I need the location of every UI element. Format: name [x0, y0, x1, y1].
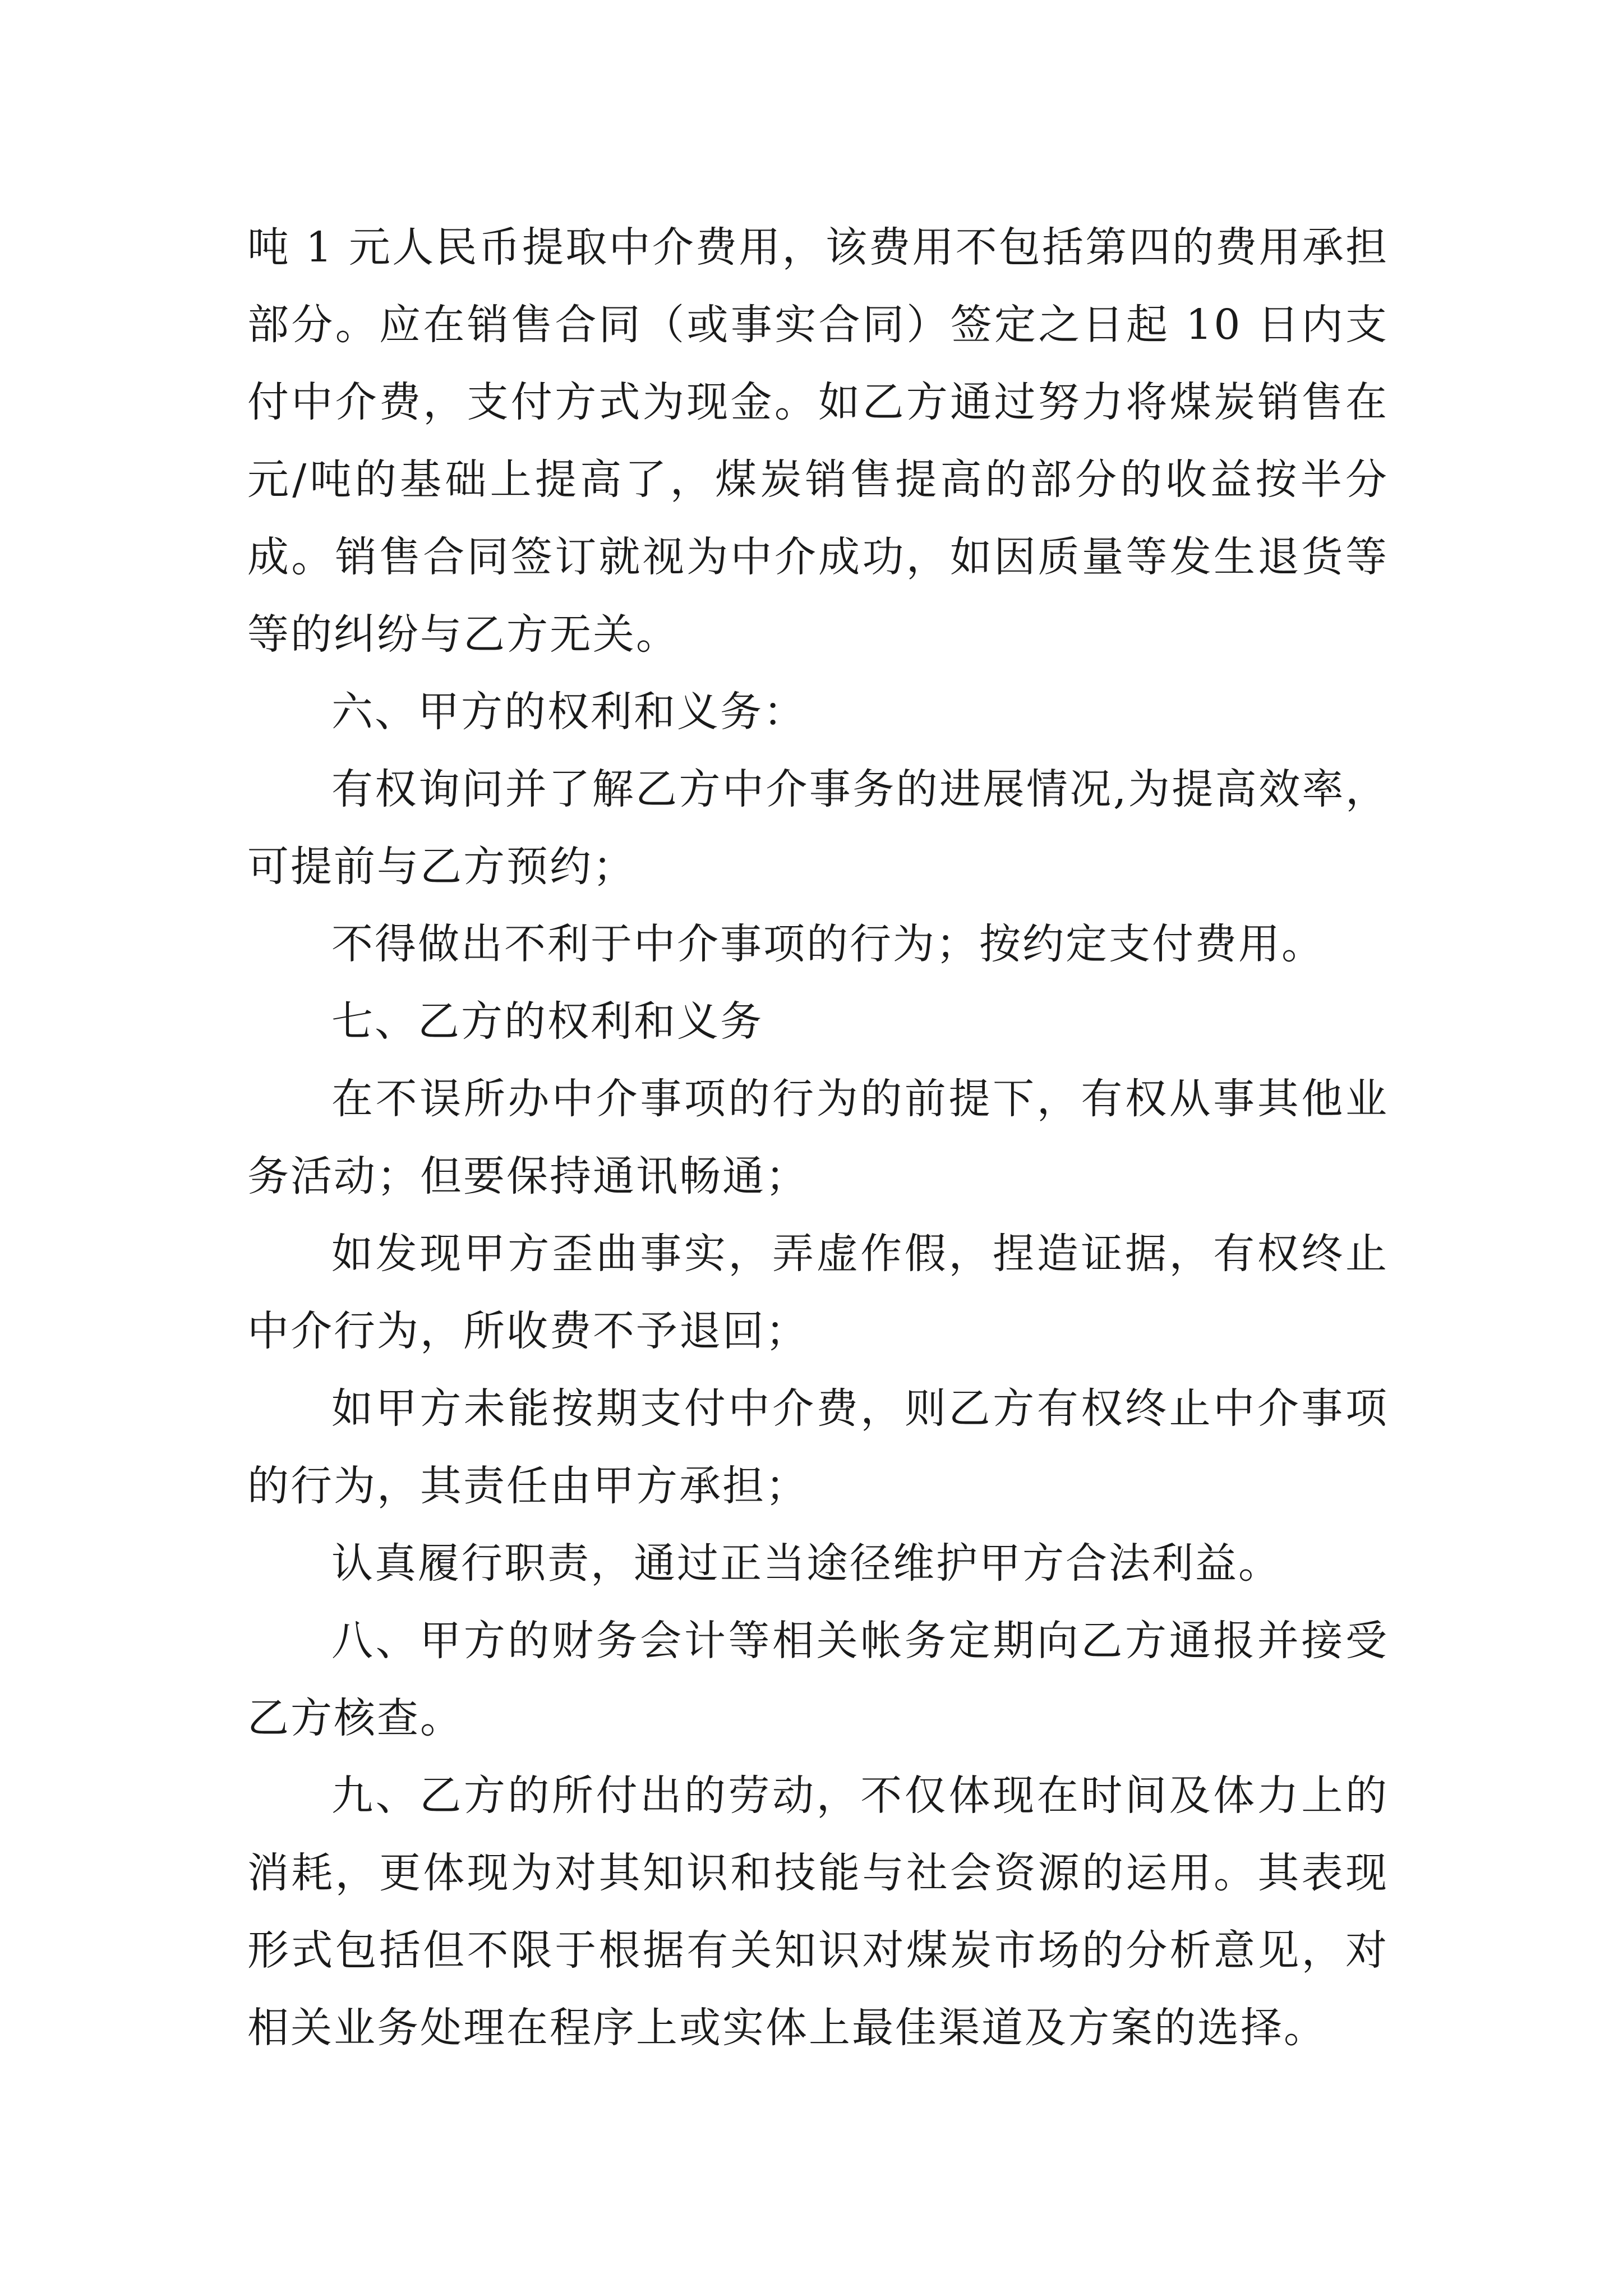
- paragraph-section-eight: 八、甲方的财务会计等相关帐务定期向乙方通报并接受乙方核查。: [247, 1617, 1389, 1742]
- paragraph-section-nine: 九、乙方的所付出的劳动，不仅体现在时间及体力上的消耗，更体现为对其知识和技能与社会资源的运用。其表现形式包括但不限于根据有关知识对煤炭市场的分析意见，对相关业务处理在程序上或实体上最佳渠道及方案的选择。: [247, 1772, 1389, 2052]
- paragraph-party-b-terminate-nonpayment: 如甲方未能按期支付中介费，则乙方有权终止中介事项的行为，其责任由甲方承担；: [247, 1384, 1389, 1510]
- heading-party-b-rights: 七、乙方的权利和义务: [331, 997, 763, 1046]
- paragraph-party-b-duties: 认真履行职责，通过正当途径维护甲方合法利益。: [331, 1539, 1281, 1588]
- paragraph-party-a-obligation: 不得做出不利于中介事项的行为；按约定支付费用。: [331, 920, 1325, 968]
- paragraph-fee-terms: 吨 1 元人民币提取中介费用，该费用不包括第四的费用承担部分。应在销售合同（或事实合同）签定之日起 10 日内支付中介费，支付方式为现金。如乙方通过努力将煤炭销售在元/吨的基础上提高了，煤炭销售提高的部分的收益按半分成。销售合同签订就视为中介成功，如因质量等发生退货等等的纠纷与乙方无关。: [247, 223, 1389, 659]
- document-body: [247, 209, 1389, 2067]
- paragraph-party-b-other-business: 在不误所办中介事项的行为的前提下，有权从事其他业务活动；但要保持通讯畅通；: [247, 1075, 1389, 1200]
- paragraph-party-b-terminate-fraud: 如发现甲方歪曲事实，弄虚作假，捏造证据，有权终止中介行为，所收费不予退回；: [247, 1230, 1389, 1355]
- paragraph-party-a-inquiry: 有权询问并了解乙方中介事务的进展情况,为提高效率，可提前与乙方预约；: [247, 765, 1389, 891]
- heading-party-a-rights: 六、甲方的权利和义务：: [331, 688, 806, 736]
